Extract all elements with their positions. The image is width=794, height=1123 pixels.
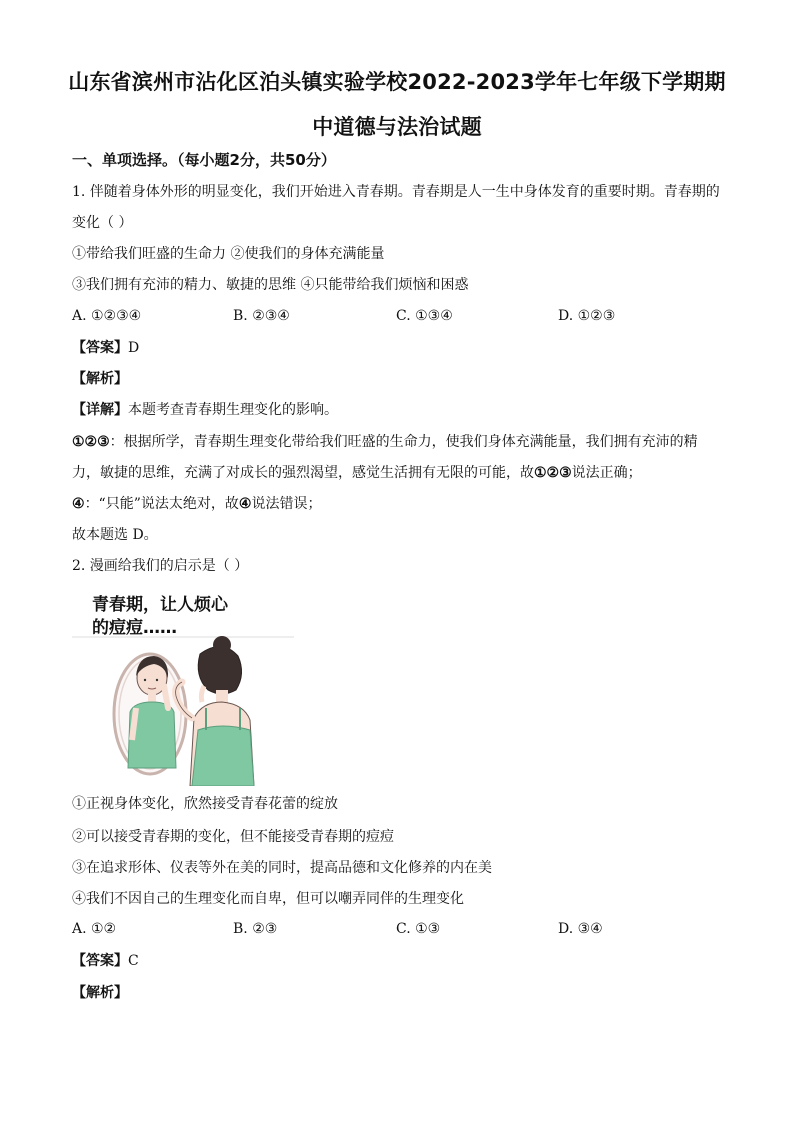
- exp1-mark-repeat: ①②③: [534, 465, 572, 481]
- q2-option-d: D. ③④: [558, 921, 603, 937]
- q1-explanation-line3: [72, 495, 321, 513]
- q1-conclusion: 故本题选 D。: [72, 527, 158, 543]
- exp2-mark: ④: [72, 496, 85, 512]
- exam-title-line2: 中道德与法治试题: [312, 115, 482, 139]
- exp2-text2: 说法错误；: [251, 496, 322, 512]
- q2-item-4: ④我们不因自己的生理变化而自卑，但可以嘲弄同伴的生理变化: [72, 891, 464, 907]
- q1-option-b: B. ②③④: [233, 308, 290, 324]
- exp2-text: ：“只能”说法太绝对，故: [84, 496, 239, 512]
- q1-stem-line2: 变化（ ）: [72, 215, 133, 231]
- q2-item-1: ①正视身体变化，欣然接受青春花蕾的绽放: [72, 796, 338, 812]
- exp1-text: ：根据所学，青春期生理变化带给我们旺盛的生命力，使我们身体充满能量，我们拥有充沛的精: [109, 434, 698, 450]
- q1-analysis: [72, 370, 128, 388]
- detail-text: 本题考查青春期生理变化的影响。: [128, 402, 338, 418]
- q1-option-d: D. ①②③: [558, 308, 616, 324]
- q2-option-c: C. ①③: [396, 921, 441, 937]
- section-heading: 一、单项选择。（每小题2分，共50分）: [72, 151, 336, 169]
- q1-option-c: C. ①③④: [396, 308, 453, 324]
- q2-analysis-label: 【解析】: [72, 985, 128, 1001]
- exp2-mark2: ④: [238, 496, 252, 512]
- comic-caption-line1: 青春期，让人烦心: [92, 595, 228, 615]
- q2-answer: [72, 952, 139, 970]
- q1-answer: [72, 339, 139, 357]
- q1-stem-line1: 1. 伴随着身体外形的明显变化，我们开始进入青春期。青春期是人一生中身体发育的重要时期。青春期的: [72, 184, 720, 200]
- comic-girl-mirror-image: [72, 590, 294, 786]
- exp1-text2a: 力，敏捷的思维，充满了对成长的强烈渴望，感觉生活拥有无限的可能，故: [72, 465, 534, 481]
- answer-value: D: [128, 340, 140, 356]
- q1-explanation-line1: [72, 433, 698, 451]
- q2-item-3: ③在追求形体、仪表等外在美的同时，提高品德和文化修养的内在美: [72, 860, 492, 876]
- exam-title-line1: 山东省滨州市沾化区泊头镇实验学校2022-2023学年七年级下学期期: [68, 70, 726, 94]
- q2-answer-label: 【答案】: [72, 953, 128, 969]
- detail-label: 【详解】: [72, 402, 128, 418]
- q1-detail: [72, 401, 338, 419]
- analysis-label: 【解析】: [72, 371, 128, 387]
- exp1-text2b: 说法正确；: [571, 465, 642, 481]
- q1-items-3-4: ③我们拥有充沛的精力、敏捷的思维 ④只能带给我们烦恼和困惑: [72, 277, 469, 293]
- q1-explanation-line2: [72, 464, 642, 482]
- q1-items-1-2: ①带给我们旺盛的生命力 ②使我们的身体充满能量: [72, 246, 385, 262]
- q2-option-a: A. ①②: [72, 921, 117, 937]
- comic-illustration: [72, 590, 294, 786]
- q2-item-2: ②可以接受青春期的变化，但不能接受青春期的痘痘: [72, 829, 394, 845]
- q2-analysis: [72, 984, 128, 1002]
- comic-caption-line2: 的痘痘……: [92, 618, 177, 638]
- answer-label: 【答案】: [72, 340, 128, 356]
- q2-option-b: B. ②③: [233, 921, 278, 937]
- q1-option-a: A. ①②③④: [72, 308, 142, 324]
- q2-answer-value: C: [128, 953, 139, 969]
- exp1-mark: ①②③: [72, 434, 110, 450]
- q2-stem: 2. 漫画给我们的启示是（ ）: [72, 558, 249, 574]
